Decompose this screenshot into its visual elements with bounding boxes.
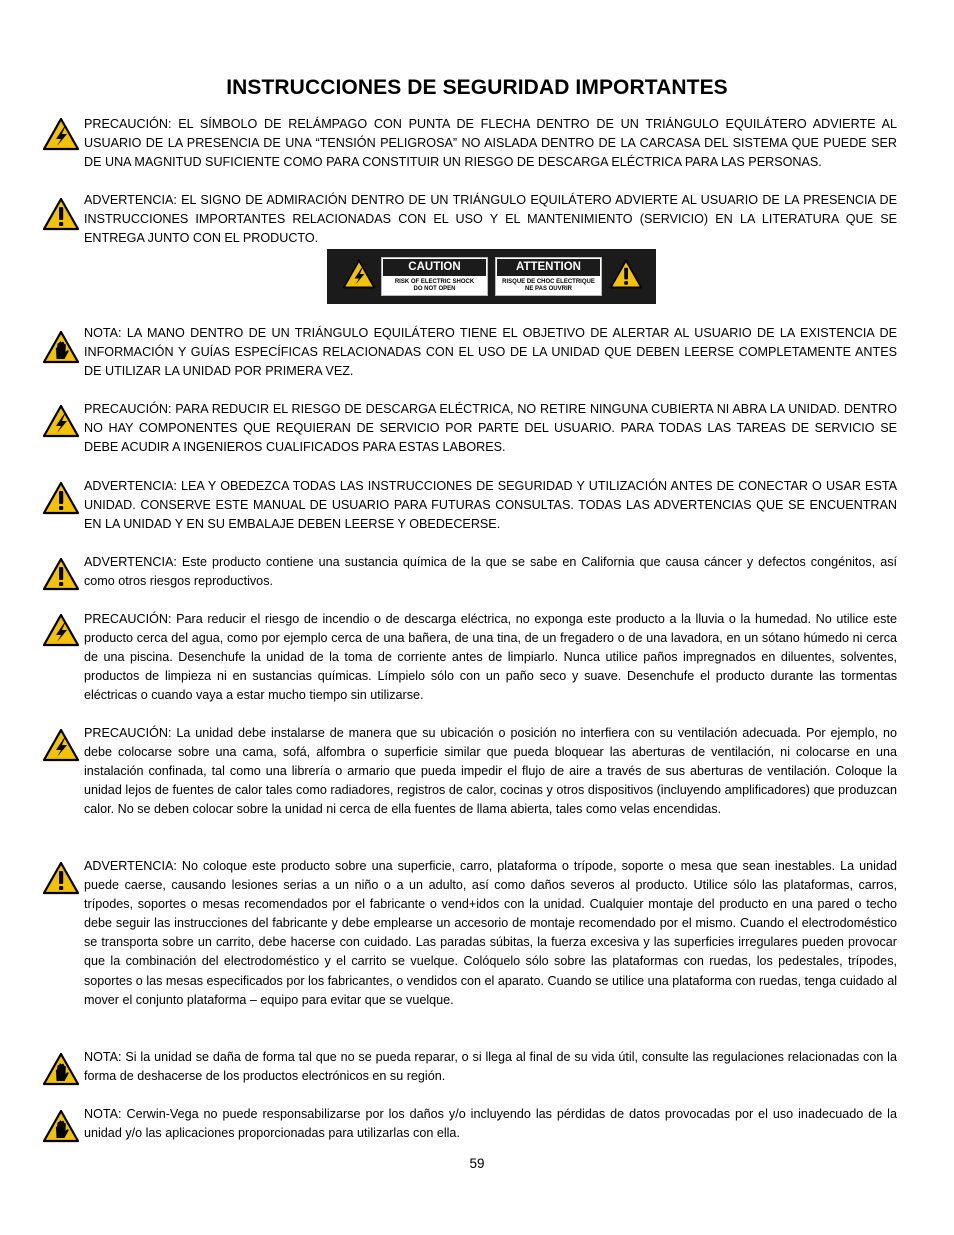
caution-subtext	[382, 277, 487, 293]
exclamation-warning-icon	[42, 197, 80, 231]
caution-subtext-line: RISK OF ELECTRIC SHOCK	[394, 279, 475, 285]
attention-label	[495, 257, 602, 296]
attention-subtext-line: RISQUE DE CHOC ELECTRIQUE	[502, 279, 595, 285]
lightning-warning-icon	[42, 728, 80, 762]
lightning-warning-icon	[42, 613, 80, 647]
exclamation-warning-icon	[42, 557, 80, 591]
item-text: PRECAUCIÓN: EL SÍMBOLO DE RELÁMPAGO CON PUNTA DE FLECHA DENTRO DE UN TRIÁNGULO EQUILÁTERO ADVIERTE AL USUARIO DE LA PRESENCIA DE UNA “TENSIÓN PELIGROSA” NO AISLADA DENTRO DE LA CARCASA DEL SISTEMA QUE PUEDE SER DE UNA MAGNITUD SUFICIENTE COMO PARA CONSTITUIR UN RIESGO DE DESCARGA ELÉCTRICA PARA LAS PERSONAS.	[84, 117, 897, 170]
hand-warning-icon	[42, 330, 80, 364]
hand-warning-icon	[42, 1052, 80, 1086]
caution-heading: CAUTION	[383, 259, 486, 276]
exclamation-warning-icon	[42, 481, 80, 515]
attention-subtext	[496, 277, 601, 293]
exclamation-warning-icon	[609, 257, 643, 291]
item-text: PRECAUCIÓN: PARA REDUCIR EL RIESGO DE DESCARGA ELÉCTRICA, NO RETIRE NINGUNA CUBIERTA NI ABRA LA UNIDAD. DENTRO NO HAY COMPONENTES QUE REQUIERAN DE SERVICIO POR PARTE DEL USUARIO. PARA TODAS LAS TAREAS DE SERVICIO SE DEBE ACUDIR A INGENIEROS CUALIFICADOS PARA ESTAS LABORES.	[84, 402, 897, 455]
item-text: ADVERTENCIA: No coloque este producto sobre una superficie, carro, plataforma o trípode, soporte o mesa que sean inestables. La unidad puede caerse, causando lesiones serias a un niño o a un adulto, así como daños severos al producto. Utilice sólo las plataformas, carros, trípodes, soportes o mesas recomendados por el fabricante o vend+idos con la unidad. Cualquier montaje del producto en una pared o techo debe seguir las instrucciones del fabricante y debe emplearse un accesorio de montaje recomendado por el mismo. Cuando el electrodoméstico se transporta sobre un carrito, debe hacerse con cuidado. Las paradas súbitas, la fuerza excesiva y las superficies irregulares pueden provocar que la combinación del electrodoméstico y el carrito se vuelque. Colóquelo sólo sobre las plataformas con ruedas, los pedestales, trípodes, soportes o las mesas especificados por los fabricantes, o vendidos con el aparato. Cuando se utilice una plataforma con ruedas, tenga cuidado al mover el conjunto plataforma – equipo para evitar que se vuelque.	[84, 859, 897, 1007]
item-text: PRECAUCIÓN: La unidad debe instalarse de manera que su ubicación o posición no interfiera con su ventilación adecuada. Por ejemplo, no debe colocarse sobre una cama, sofá, alfombra o superficie similar que pueda bloquear las aberturas de ventilación, ni colocarse en una instalación confinada, tal como una librería o armario que pueda impedir el flujo de aire a través de sus aberturas de ventilación. Coloque la unidad lejos de fuentes de calor tales como radiadores, registros de calor, cocinas y otros dispositivos (incluyendo amplificadores) que produzcan calor. No se deben colocar sobre la unidad ni cerca de ella fuentes de llama abierta, tales como velas encendidas.	[84, 726, 897, 817]
item-text: NOTA: Cerwin-Vega no puede responsabilizarse por los daños y/o incluyendo las pérdidas de datos provocadas por el uso inadecuado de la unidad y/o las aplicaciones proporcionadas para utilizarlas con ella.	[84, 1107, 897, 1141]
lightning-warning-icon	[42, 117, 80, 151]
item-text: ADVERTENCIA: EL SIGNO DE ADMIRACIÓN DENTRO DE UN TRIÁNGULO EQUILÁTERO ADVIERTE AL USUARIO DE LA PRESENCIA DE INSTRUCCIONES IMPORTANTES RELACIONADAS CON EL USO Y EL MANTENIMIENTO (SERVICIO) EN LA LITERATURA QUE SE ENTREGA JUNTO CON EL PRODUCTO.	[84, 193, 897, 246]
item-text: ADVERTENCIA: LEA Y OBEDEZCA TODAS LAS INSTRUCCIONES DE SEGURIDAD Y UTILIZACIÓN ANTES DE CONECTAR O USAR ESTA UNIDAD. CONSERVE ESTE MANUAL DE USUARIO PARA FUTURAS CONSULTAS. TODAS LAS ADVERTENCIAS QUE SE ENCUENTRAN EN LA UNIDAD Y EN SU EMBALAJE DEBEN LEERSE Y OBEDECERSE.	[84, 479, 897, 532]
item-text: ADVERTENCIA: Este producto contiene una sustancia química de la que se sabe en California que causa cáncer y defectos congénitos, así como otros riesgos reproductivos.	[84, 555, 897, 589]
hand-warning-icon	[42, 1109, 80, 1143]
lightning-warning-icon	[342, 257, 376, 291]
caution-subtext-line: DO NOT OPEN	[413, 286, 456, 292]
lightning-warning-icon	[42, 404, 80, 438]
item-text: PRECAUCIÓN: Para reducir el riesgo de incendio o de descarga eléctrica, no exponga este producto a la lluvia o la humedad. No utilice este producto cerca del agua, como por ejemplo cerca de una bañera, de una tina, de un fregadero o de una lavadora, en un sótano húmedo ni cerca de una piscina. Desenchufe la unidad de la toma de corriente antes de limpiarlo. Nunca utilice paños impregnados en diluentes, solventes, productos de limpieza ni en sustancias químicas. Límpielo sólo con un paño seco y suave. Desenchufe el producto durante las tormentas eléctricas o cuando vaya a estar mucho tiempo sin utilizarse.	[84, 612, 897, 703]
item-text: NOTA: Si la unidad se daña de forma tal que no se pueda reparar, o si llega al final de su vida útil, consulte las regulaciones relacionadas con la forma de deshacerse de los productos electrónicos en su región.	[84, 1050, 897, 1084]
item-text: NOTA: LA MANO DENTRO DE UN TRIÁNGULO EQUILÁTERO TIENE EL OBJETIVO DE ALERTAR AL USUARIO DE LA EXISTENCIA DE INFORMACIÓN Y GUÍAS ESPECÍFICAS RELACIONADAS CON EL USO DE LA UNIDAD QUE DEBEN LEERSE COMPLETAMENTE ANTES DE UTILIZAR LA UNIDAD POR PRIMERA VEZ.	[84, 326, 897, 379]
attention-heading: ATTENTION	[497, 259, 600, 276]
attention-subtext-line: NE PAS OUVRIR	[525, 286, 572, 292]
caution-label-banner	[327, 249, 656, 304]
caution-label	[381, 257, 488, 296]
page-number: 59	[469, 1156, 485, 1171]
page-title: INSTRUCCIONES DE SEGURIDAD IMPORTANTES	[226, 76, 728, 99]
exclamation-warning-icon	[42, 861, 80, 895]
